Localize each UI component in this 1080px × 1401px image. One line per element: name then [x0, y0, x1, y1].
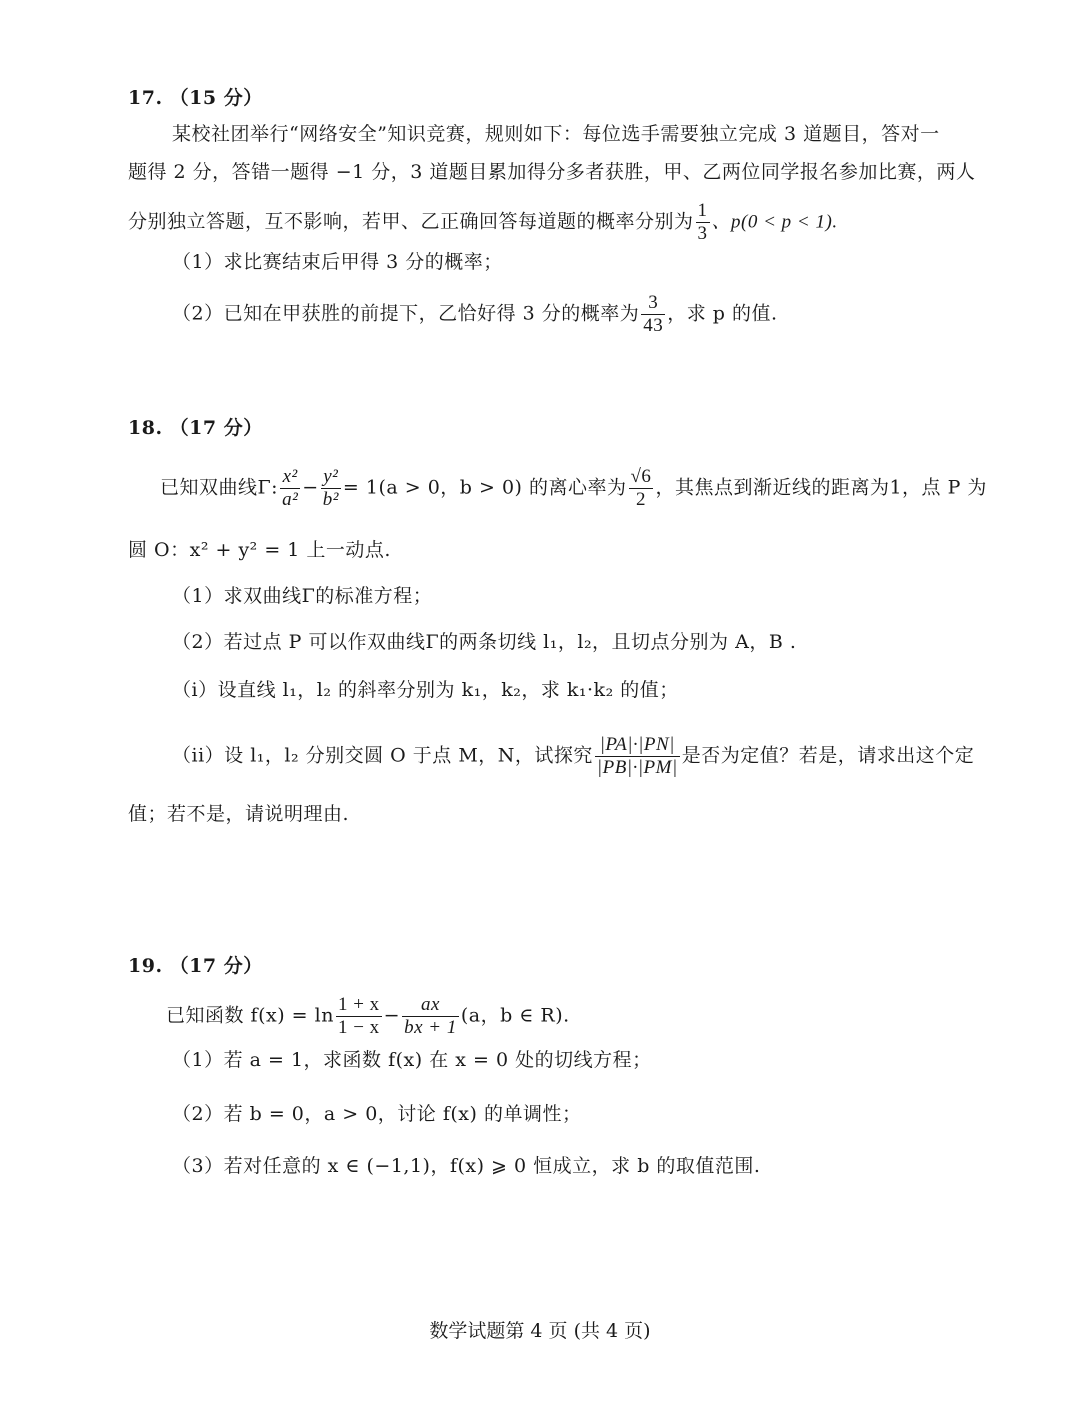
q18-part2: （2）若过点 P 可以作双曲线Γ的两条切线 l₁，l₂，且切点分别为 A，B .: [172, 631, 797, 653]
q18-stem-prefix: 已知双曲线Γ:: [160, 476, 279, 499]
q19-ln-num: 1 + x: [337, 994, 380, 1015]
q18-part2-ii-text: （ii）设 l₁，l₂ 分别交圆 O 于点 M，N，试探究: [172, 744, 593, 767]
q18-frac-eccentricity: [629, 466, 654, 511]
q18-ratio-num: |PA|·|PN|: [599, 734, 675, 755]
q19-part1: （1）若 a = 1，求函数 f(x) 在 x = 0 处的切线方程；: [172, 1049, 652, 1071]
q17-part2-text: （2）已知在甲获胜的前提下，乙恰好得 3 分的概率为: [172, 302, 640, 325]
q17-stem-line3: [128, 200, 838, 245]
q18-ratio-fraction: [595, 734, 680, 779]
q18-header: 18. （17 分）: [128, 417, 263, 439]
q19-ln-den: 1 − x: [337, 1017, 380, 1038]
q18-ecc-den: 2: [629, 488, 654, 511]
q17-frac1-den: 3: [697, 223, 708, 244]
q17-part1: （1）求比赛结束后甲得 3 分的概率；: [172, 251, 503, 273]
q19-stem-minus: −: [383, 1004, 401, 1027]
q19-part3: （3）若对任意的 x ∈ (−1,1)，f(x) ⩾ 0 恒成立，求 b 的取值范围.: [172, 1155, 761, 1177]
q18-stem-middle: = 1(a > 0，b > 0) 的离心率为: [342, 476, 627, 499]
q18-ratio-den: |PB|·|PM|: [596, 757, 678, 778]
q19-ax-den: bx + 1: [404, 1017, 457, 1038]
q18-frac-y-b: [321, 466, 341, 511]
q17-frac1-num: 1: [697, 200, 708, 221]
q18-frac-x-num: x²: [282, 466, 298, 487]
q19-header: 19. （17 分）: [128, 955, 263, 977]
q19-stem-tail: (a，b ∈ R).: [460, 1004, 570, 1027]
q18-part2-ii: [172, 734, 974, 779]
q17-part2-tail: ，求 p 的值.: [667, 302, 778, 325]
q17-fraction-3-43: [641, 292, 665, 337]
q19-stem: [166, 994, 570, 1039]
q17-stem-line1: 某校社团举行“网络安全”知识竞赛，规则如下：每位选手需要独立完成 3 道题目，答对一: [172, 123, 940, 145]
q17-p-range: 、p(0 < p < 1).: [711, 211, 838, 233]
q18-part2-ii-tail: 是否为定值？若是，请求出这个定: [681, 744, 975, 767]
q18-frac-x-a: [280, 466, 300, 511]
q17-stem-line3-text: 分别独立答题，互不影响，若甲、乙正确回答每道题的概率分别为: [128, 210, 694, 233]
q19-frac-ln: [336, 994, 382, 1039]
q17-stem-line2: 题得 2 分，答错一题得 −1 分，3 道题目累加得分多者获胜，甲、乙两位同学报名参加比赛，两人: [128, 161, 976, 183]
q19-ax-num: ax: [420, 994, 440, 1015]
q19-stem-prefix: 已知函数 f(x) = ln: [166, 1004, 334, 1027]
q18-stem-line1: [160, 466, 987, 511]
q17-fraction-one-third: [696, 200, 710, 245]
q17-part2: [172, 292, 778, 337]
q18-eq-minus: −: [302, 476, 319, 499]
q18-stem-tail: ，其焦点到渐近线的距离为1，点 P 为: [655, 476, 987, 499]
q18-frac-x-den: a²: [282, 489, 299, 510]
q18-ecc-num: √6: [630, 466, 652, 487]
q17-header: 17. （15 分）: [128, 87, 263, 109]
q17-frac2-den: 43: [643, 315, 664, 336]
q18-stem-line2: 圆 O：x² + y² = 1 上一动点.: [128, 539, 391, 561]
q17-frac2-num: 3: [648, 292, 659, 313]
q18-frac-y-num: y²: [323, 466, 339, 487]
q19-frac-ax: [402, 994, 459, 1039]
q18-part1: （1）求双曲线Γ的标准方程；: [172, 585, 433, 607]
q18-frac-y-den: b²: [322, 489, 339, 510]
q18-part2-i: （i）设直线 l₁，l₂ 的斜率分别为 k₁，k₂，求 k₁·k₂ 的值；: [172, 679, 679, 701]
q18-part2-ii-line2: 值；若不是，请说明理由.: [128, 803, 350, 825]
q19-part2: （2）若 b = 0，a > 0，讨论 f(x) 的单调性；: [172, 1103, 582, 1125]
page-footer: 数学试题第 4 页 (共 4 页): [429, 1320, 651, 1342]
